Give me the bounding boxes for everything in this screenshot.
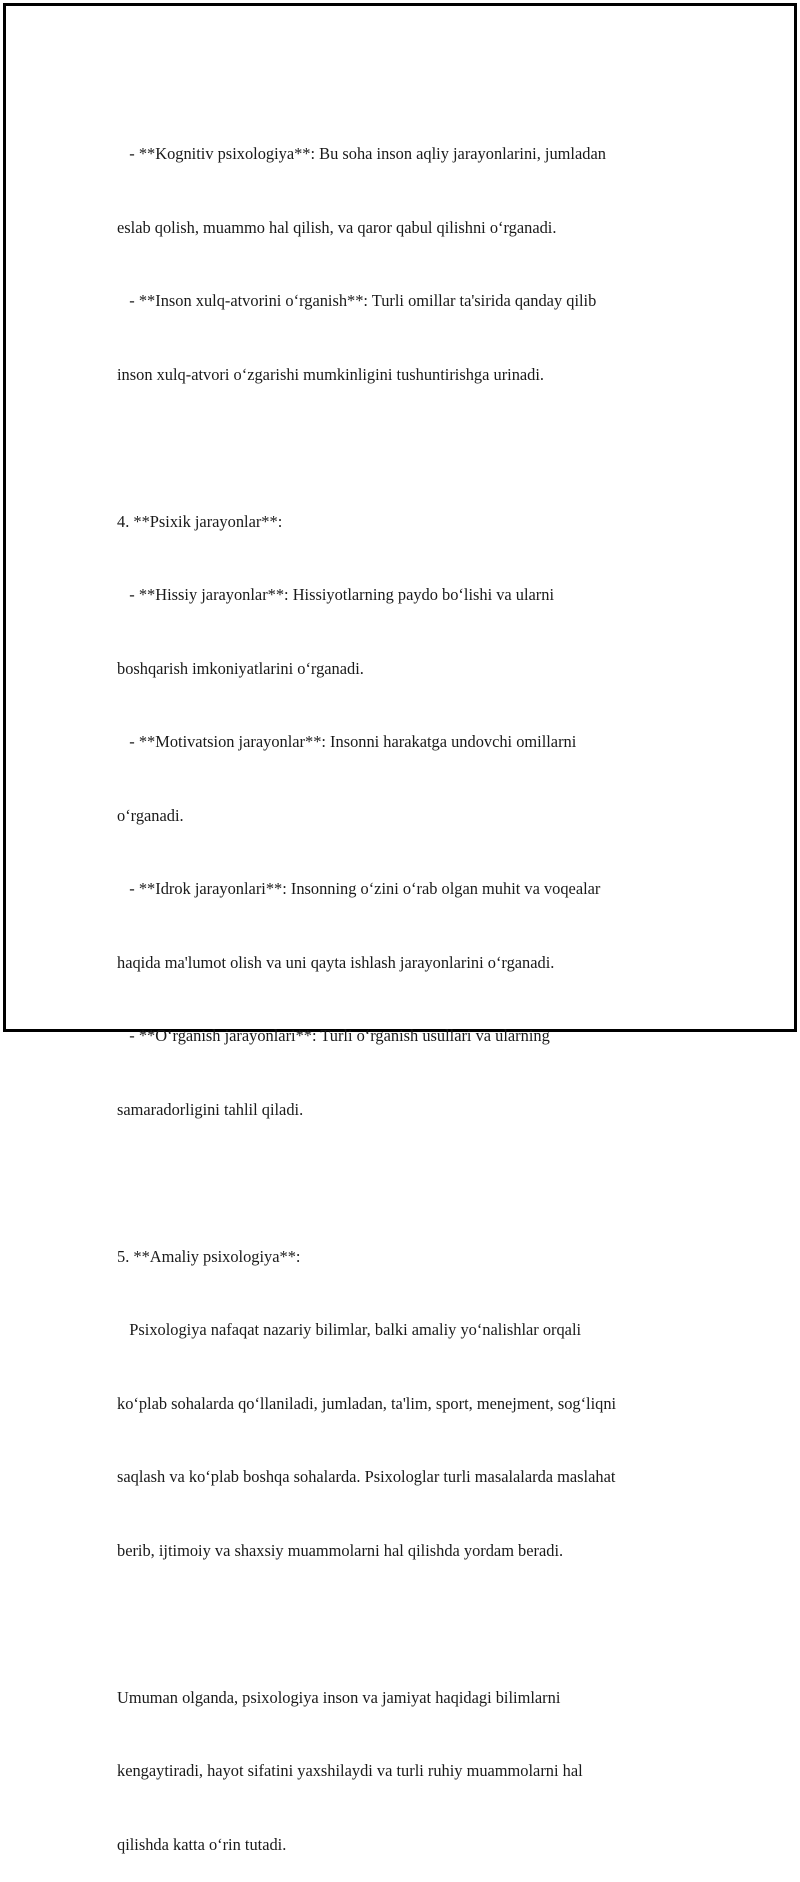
section-heading-5: 5. **Amaliy psixologiya**: [117,1246,301,1266]
blank-line [117,1612,677,1637]
text-line: saqlash va ko‘plab boshqa sohalarda. Psixologlar turli masalalarda maslahat [117,1467,616,1486]
text-line: o‘rganadi. [117,805,184,825]
text-line: inson xulq-atvori o‘zgarishi mumkinligini tushuntirishga urinadi. [117,364,545,384]
section-heading-4: 4. **Psixik jarayonlar**: [117,511,283,531]
text-line: Psixologiya nafaqat nazariy bilimlar, balki amaliy yo‘nalishlar orqali [117,1320,582,1339]
blank-line [117,436,677,461]
text-line: - **Kognitiv psixologiya**: Bu soha inson aqliy jarayonlarini, jumladan [117,144,606,163]
conclusion-line: kengaytiradi, hayot sifatini yaxshilaydi va turli ruhiy muammolarni hal [117,1761,583,1780]
text-line: ko‘plab sohalarda qo‘llaniladi, jumladan, ta'lim, sport, menejment, sog‘liqni [117,1393,617,1413]
text-line: - **Motivatsion jarayonlar**: Insonni harakatga undovchi omillarni [117,732,577,751]
text-line: - **Inson xulq-atvorini o‘rganish**: Turli omillar ta'sirida qanday qilib [117,291,597,310]
text-line: berib, ijtimoiy va shaxsiy muammolarni hal qilishda yordam beradi. [117,1540,564,1560]
text-line: - **O‘rganish jarayonlari**: Turli o‘rganish usullari va ularning [117,1026,550,1045]
document-body [117,93,677,1882]
text-line: - **Idrok jarayonlari**: Insonning o‘zini o‘rab olgan muhit va voqealar [117,879,601,898]
text-line: eslab qolish, muammo hal qilish, va qaror qabul qilishni o‘rganadi. [117,217,557,237]
conclusion-line: Umuman olganda, psixologiya inson va jamiyat haqidagi bilimlarni [117,1687,561,1707]
text-line: samaradorligini tahlil qiladi. [117,1099,304,1119]
blank-line [117,1171,677,1196]
text-line: boshqarish imkoniyatlarini o‘rganadi. [117,658,364,678]
text-line: haqida ma'lumot olish va uni qayta ishlash jarayonlarini o‘rganadi. [117,952,555,972]
text-line: - **Hissiy jarayonlar**: Hissiyotlarning paydo bo‘lishi va ularni [117,585,555,604]
conclusion-line: qilishda katta o‘rin tutadi. [117,1834,287,1854]
